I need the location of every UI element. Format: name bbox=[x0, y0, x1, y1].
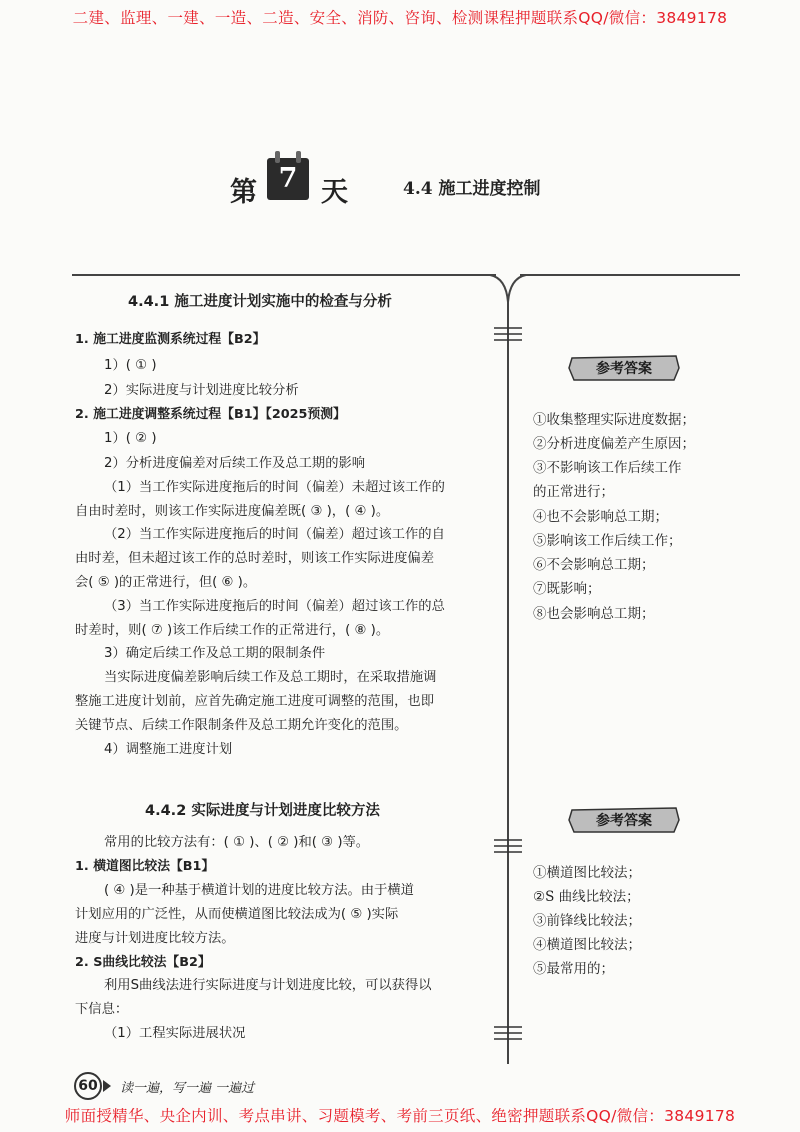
answer-badge bbox=[566, 806, 682, 834]
arrow-icon bbox=[103, 1080, 111, 1092]
s1-line: 由时差，但未超过该工作的总时差时，则该工作实际进度偏差 bbox=[75, 551, 435, 566]
s1-line: 2）实际进度与计划进度比较分析 bbox=[104, 383, 299, 398]
answer-item: ③前锋线比较法； bbox=[533, 913, 641, 929]
s1-line: （3）当工作实际进度拖后的时间（偏差）超过该工作的总 bbox=[104, 599, 445, 614]
answer-item: ④也不会影响总工期； bbox=[533, 509, 668, 525]
s1-line: 4）调整施工进度计划 bbox=[104, 742, 233, 757]
s2-line: （1）工程实际进展状况 bbox=[104, 1026, 246, 1041]
s1-line: （1）当工作实际进度拖后的时间（偏差）未超过该工作的 bbox=[104, 480, 445, 495]
top-rule-right bbox=[520, 274, 740, 276]
s1-line: 自由时差时，则该工作实际进度偏差既( ③ )，( ④ )。 bbox=[75, 504, 390, 519]
s1-line: 关键节点、后续工作限制条件及总工期允许变化的范围。 bbox=[75, 718, 408, 733]
answer-badge bbox=[566, 354, 682, 382]
s1-line: 时差时，则( ⑦ )该工作后续工作的正常进行，( ⑧ )。 bbox=[75, 623, 390, 638]
s1-line: 2）分析进度偏差对后续工作及总工期的影响 bbox=[104, 456, 366, 471]
bottom-banner: 师面授精华、央企内训、考点串讲、习题模考、考前三页纸、绝密押题联系QQ/微信：3849178 bbox=[64, 1107, 736, 1125]
chapter-suffix: 天 bbox=[321, 177, 348, 208]
s1-line: 1）( ② ) bbox=[104, 431, 157, 446]
answer-item: ⑥不会影响总工期； bbox=[533, 557, 655, 573]
answer-item: ②S 曲线比较法； bbox=[533, 889, 640, 905]
day-number: 7 bbox=[278, 163, 298, 194]
s1-line: 3）确定后续工作及总工期的限制条件 bbox=[104, 646, 326, 661]
answer-item: ①横道图比较法； bbox=[533, 865, 641, 881]
answer-item: ⑦既影响； bbox=[533, 581, 601, 597]
answer-item: ⑤最常用的； bbox=[533, 961, 614, 977]
answer-item: ⑤影响该工作后续工作； bbox=[533, 533, 682, 549]
answer-item: 的正常进行； bbox=[533, 484, 614, 500]
section1-title: 4.4.1 施工进度计划实施中的检查与分析 bbox=[128, 294, 392, 310]
top-rule-left bbox=[72, 274, 496, 276]
answer-badge-label: 参考答案 bbox=[596, 813, 652, 829]
page-divider bbox=[488, 274, 528, 1064]
s2-line: ( ④ )是一种基于横道计划的进度比较方法。由于横道 bbox=[104, 883, 414, 898]
chapter-prefix: 第 bbox=[230, 177, 257, 208]
s2-line: 计划应用的广泛性，从而使横道图比较法成为( ⑤ )实际 bbox=[75, 907, 399, 922]
section2-title: 4.4.2 实际进度与计划进度比较方法 bbox=[145, 803, 380, 819]
s1-line: 1）( ① ) bbox=[104, 358, 157, 373]
s1-heading-1: 1. 施工进度监测系统过程【B2】 bbox=[75, 332, 266, 347]
footer-motto: 读一遍，写一遍 一遍过 bbox=[120, 1081, 255, 1096]
s2-line: 常用的比较方法有：( ① )、( ② )和( ③ )等。 bbox=[104, 835, 370, 850]
top-banner: 二建、监理、一建、一造、二造、安全、消防、咨询、检测课程押题联系QQ/微信：3849178 bbox=[72, 9, 728, 27]
s2-heading-2: 2. S曲线比较法【B2】 bbox=[75, 955, 211, 970]
s1-line: 当实际进度偏差影响后续工作及总工期时，在采取措施调 bbox=[104, 670, 437, 685]
page-number: 60 bbox=[74, 1072, 102, 1100]
calendar-icon bbox=[267, 158, 309, 200]
s2-line: 利用S曲线法进行实际进度与计划进度比较，可以获得以 bbox=[104, 978, 432, 993]
s1-heading-2: 2. 施工进度调整系统过程【B1】【2025预测】 bbox=[75, 407, 346, 422]
answer-item: ⑧也会影响总工期； bbox=[533, 606, 655, 622]
s2-line: 下信息： bbox=[75, 1002, 129, 1017]
s1-line: 会( ⑤ )的正常进行，但( ⑥ )。 bbox=[75, 575, 257, 590]
s1-line: 整施工进度计划前，应首先确定施工进度可调整的范围，也即 bbox=[75, 694, 435, 709]
answer-item: ①收集整理实际进度数据； bbox=[533, 412, 695, 428]
answer-badge-label: 参考答案 bbox=[596, 361, 652, 377]
chapter-header bbox=[230, 148, 650, 218]
s1-line: （2）当工作实际进度拖后的时间（偏差）超过该工作的自 bbox=[104, 527, 445, 542]
answer-item: ②分析进度偏差产生原因； bbox=[533, 436, 695, 452]
answer-item: ④横道图比较法； bbox=[533, 937, 641, 953]
s2-heading-1: 1. 横道图比较法【B1】 bbox=[75, 859, 215, 874]
s2-line: 进度与计划进度比较方法。 bbox=[75, 931, 235, 946]
section-title: 4.4 施工进度控制 bbox=[403, 179, 541, 199]
answer-item: ③不影响该工作后续工作 bbox=[533, 460, 682, 476]
